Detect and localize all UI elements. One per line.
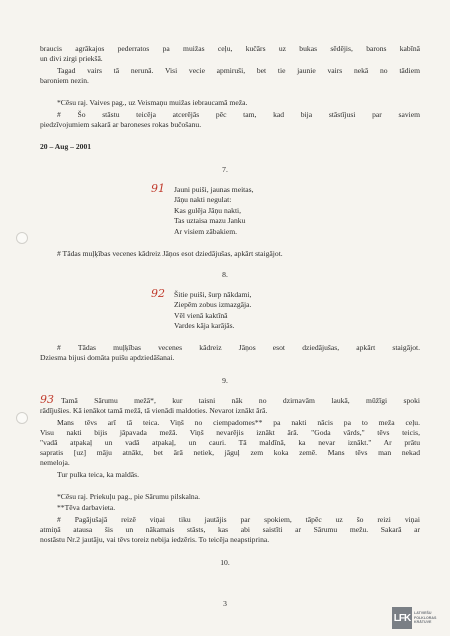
paragraph-line: un divi zirgi priekšā. bbox=[40, 54, 103, 63]
logo-text-line: KRĀTUVE bbox=[414, 620, 432, 625]
page-number: 3 bbox=[223, 599, 227, 608]
entry-number: 10. bbox=[220, 558, 230, 567]
paragraph-line: braucis agrākajos pederratos pa muižas ceļu, kučārs uz bukas sēdējis, barons kabīnā bbox=[40, 44, 420, 53]
paragraph-line: sapratis [uz] māju atnākt, bet ārā netiek, jāguļ zem koka zemē. Mans tēvs man nekad bbox=[40, 448, 420, 457]
song-line: Šitie puiši, šurp nākdami, bbox=[174, 290, 252, 299]
song-line: Jauni puiši, jaunas meitas, bbox=[174, 185, 254, 194]
logo-text-line: LATVIEŠU bbox=[414, 611, 432, 616]
paragraph-line: nemeloja. bbox=[40, 458, 70, 467]
note-line: # Pagājušajā reizē viņai tiku jautājis par spokiem, tāpēc uz šo reizi viņai bbox=[57, 515, 420, 524]
date-heading: 20 – Aug – 2001 bbox=[40, 142, 92, 151]
logo-text-line: FOLKLORAS bbox=[414, 615, 437, 620]
song-line: Vardes kāja karājās. bbox=[174, 321, 235, 330]
paragraph-line: Visu nakti bijis jāpavada mežā. Viņš nevarējis iznākt ārā. "Goda vārds," tēvs teicis, bbox=[40, 428, 420, 437]
paragraph-line: Tur pulka teica, ka maldās. bbox=[57, 470, 139, 479]
note-line: atmiņā atausa šis un nākamais stāsts, kas abi saistīti ar Sārumu mežu. Sakarā ar bbox=[40, 525, 420, 534]
footnote-line: *Cēsu raj. Priekuļu pag., pie Sārumu pilskalna. bbox=[57, 492, 200, 501]
song-line: Ar visiem zābakiem. bbox=[174, 227, 238, 236]
punch-hole-bottom bbox=[16, 412, 28, 424]
entry-number: 8. bbox=[222, 270, 228, 279]
paragraph-line: Mans tēvs arī tā teica. Viņš no ciempadomes** pa nakti nācis pa to meža ceļu. bbox=[57, 418, 420, 427]
note-line: piedzīvojumiem sakarā ar baroneses rokas bučošanu. bbox=[40, 120, 202, 129]
note-line: # Tādas muļķības vecenes kādreiz Jāņos esot dziedājušas, apkārt staigājot. bbox=[57, 343, 420, 352]
note-line: # Šo stāstu teicēja atcerējās pēc tam, kad bija stāstījusi par saviem bbox=[57, 110, 420, 119]
handwritten-number: 93 bbox=[40, 393, 54, 406]
song-line: Tas uztaisa mazu Janku bbox=[174, 216, 246, 225]
note-line: *Cēsu raj. Vaives pag., uz Veismaņu muižas iebraucamā meža. bbox=[57, 98, 248, 107]
handwritten-number: 92 bbox=[151, 287, 165, 300]
archive-logo bbox=[392, 606, 446, 630]
paragraph-line: Tagad vairs tā nerunā. Visi vecie apmiruši, bet tie jaunie vairs nekā no tādiem bbox=[57, 66, 420, 75]
song-line: Jāņu nakti negulat: bbox=[174, 195, 232, 204]
song-line: Ziepēm zobus izmazgāja. bbox=[174, 300, 252, 309]
note-line: Dziesma bijusi domāta puišu apdziedāšanai. bbox=[40, 353, 175, 362]
paragraph-line: "vadā atpakaļ un vadā atpakaļ, un cauri. Tā maldīnā, ka nevar iznākt." Ar prātu bbox=[40, 438, 420, 447]
song-line: Vēl vienā kaktīnā bbox=[174, 311, 228, 320]
note-line: # Tādas muļķības vecenes kādreiz Jāņos esot dziedājušas, apkārt staigājot. bbox=[57, 249, 283, 258]
handwritten-number: 91 bbox=[151, 182, 165, 195]
entry-number: 9. bbox=[222, 376, 228, 385]
paragraph-line: baroniem nezin. bbox=[40, 76, 89, 85]
archive-logo-mark: LFK bbox=[392, 607, 412, 629]
song-line: Kas gulēja Jāņu nakti, bbox=[174, 206, 242, 215]
archive-logo-text bbox=[414, 611, 436, 625]
entry-number: 7. bbox=[222, 165, 228, 174]
paragraph-line: Tamā Sārumu mežā*, kur taisni nāk no dzirnavām laukā, mūžīgi spoki bbox=[61, 396, 420, 405]
footnote-line: **Tēva darbavieta. bbox=[57, 503, 116, 512]
paragraph-line: rādījušies. Kā ienākot tamā mežā, tā vienādi maldoties. Nevarot iznākt ārā. bbox=[40, 406, 268, 415]
punch-hole-top bbox=[16, 232, 28, 244]
note-line: nostāstu Nr.2 jautāju, vai tēvs toreiz nebija iedzēris. To teicēja neapstiprina. bbox=[40, 535, 270, 544]
